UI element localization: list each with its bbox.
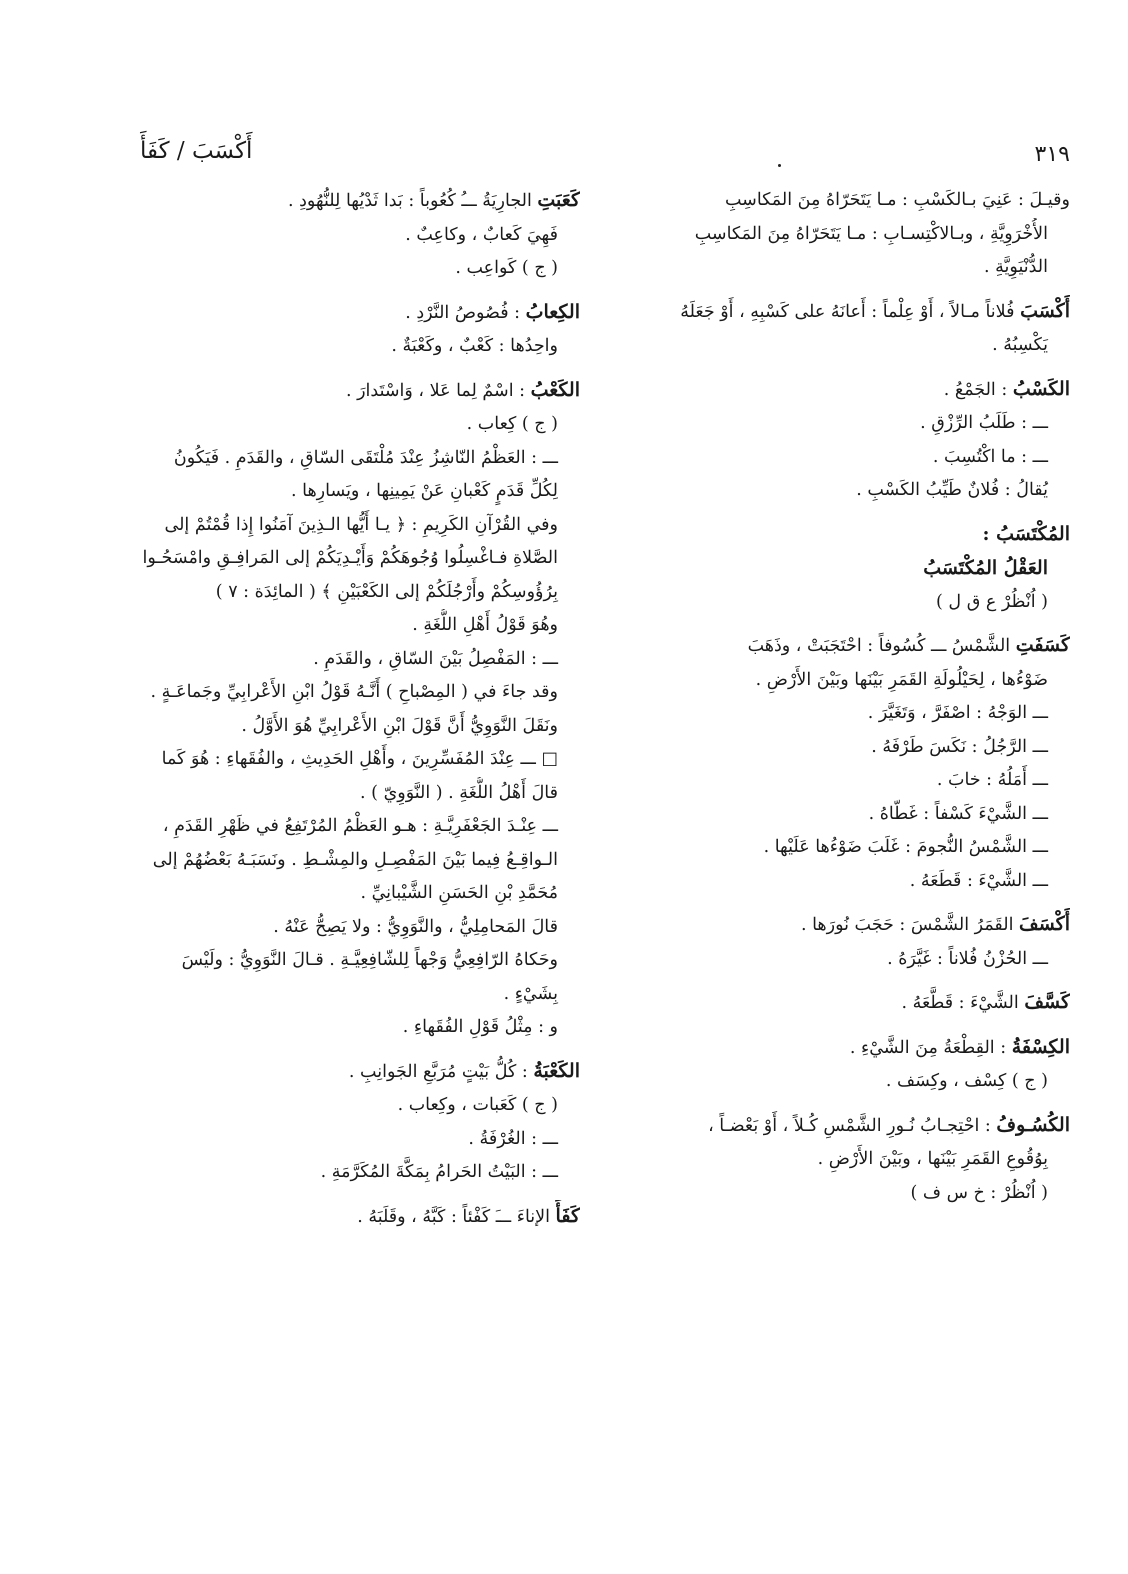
entry-first-line	[608, 518, 1070, 553]
entry-line: □ ـــ عِنْدَ المُفَسِّرِينَ ، وأَهْلِ الحَدِيثِ ، والفُقَهاءِ : هُوَ كَما	[161, 749, 558, 769]
entry-line: فَهِيَ كَعابٌ ، وكاعِبٌ .	[405, 224, 558, 245]
page-number: ٣١٩	[1034, 142, 1070, 167]
entry-first-line	[118, 1055, 580, 1090]
entry-first-line	[608, 629, 1070, 664]
dictionary-entry	[608, 518, 1070, 620]
dictionary-entry	[608, 184, 1070, 285]
entry-line: وقد جاءَ في ( المِصْباحِ ) أَنَّـهُ قَوْلُ ابْنِ الأَعْرابِيِّ وجَماعَـةٍ .	[150, 682, 558, 702]
entry-line: ـــ الحُزْنُ فُلاناً : غَيَّرَهُ .	[887, 948, 1048, 969]
entry-first-line	[608, 373, 1070, 408]
definition-text: : القِطْعَةُ مِنَ الشَّيْءِ .	[849, 1037, 1012, 1058]
entry-line: ضَوْءُها ، لِحَيْلُولَةِ القَمَرِ بَيْنَها وبَيْنَ الأَرْضِ .	[755, 669, 1048, 690]
entry-line: ـــ الوَجْهُ : اصْفَرَّ ، وَتَغَيَّرَ .	[867, 703, 1048, 723]
headword: أَكْسَفَ	[1019, 913, 1070, 935]
headword: كَعَبَتِ	[537, 189, 580, 211]
entry-line: ( ج ) كَواعِب .	[455, 258, 558, 278]
entry-line: و : مِثْلُ قَوْلِ الفُقَهاءِ .	[402, 1017, 558, 1037]
entry-line: الصَّلاةِ فـاغْسِلُوا وُجُوهَكُمْ وَأَيْـدِيَكُمْ إلى المَرافِـقِ وامْسَحُـوا	[142, 548, 558, 568]
definition-text: : كُلُّ بَيْتٍ مُرَبَّعِ الجَوانِبِ .	[348, 1061, 534, 1082]
definition-text: : الجَمْعُ .	[943, 379, 1013, 400]
entry-line: الدُّنْيَوِيَّةِ .	[984, 257, 1048, 277]
entry-line: مُحَمَّدِ بْنِ الحَسَنِ الشَّيْبانِيِّ .	[360, 883, 558, 903]
entry-line: ـــ أَمَلُهُ : خابَ .	[936, 770, 1048, 790]
entry-line: ونَقَلَ النَّوَوِيُّ أَنَّ قَوْلَ ابْنِ الأَعْرابِيِّ هُوَ الأَوَّلُ .	[241, 715, 558, 736]
sub-headword: العَقْلُ المُكْتَسَبُ	[923, 557, 1048, 579]
definition-text: : فُصُوصُ النَّرْدِ .	[405, 302, 526, 323]
entry-line: ـــ : ما اكْتُسِبَ .	[932, 446, 1048, 467]
entry-line: ـــ : المَفْصِلُ بَيْنَ السّاقِ ، والقَدَمِ .	[313, 648, 558, 669]
entry-line: بِرُؤُوسِكُمْ وأَرْجُلَكُمْ إلى الكَعْبَيْنِ ﴾ ( المائِدَة : ٧ )	[215, 581, 558, 602]
entry-first-line	[118, 184, 580, 219]
running-head: أَكْسَبَ / كَفَأَ	[140, 138, 253, 164]
entry-line: ـــ : طَلَبُ الرِّزْقِ .	[920, 413, 1048, 433]
entry-line: ـــ الشَّمْسُ النُّجومَ : غَلَبَ ضَوْءُها عَلَيْها .	[763, 837, 1048, 857]
headword: كَسَّفَ	[1024, 991, 1070, 1013]
dictionary-entry	[118, 184, 580, 286]
headword: كَسَفَتِ	[1015, 634, 1070, 656]
entry-line: ـــ : البَيْتُ الحَرامُ بِمَكَّةَ المُكَرَّمَةِ .	[320, 1162, 558, 1182]
right-column	[608, 184, 1070, 1220]
entry-first-line	[118, 374, 580, 409]
dictionary-entry	[608, 1109, 1070, 1211]
definition-text: الشَّمْسُ ـــ كُسُوفاً : احْتَجَبَتْ ، وذَهَبَ	[747, 636, 1016, 656]
dictionary-entry	[608, 986, 1070, 1021]
entry-line: يُقالُ : فُلانٌ طَيِّبُ الكَسْبِ .	[856, 480, 1048, 500]
entry-line: ( اُنْظُرْ ع ق ل )	[936, 591, 1048, 612]
headword: أَكْسَبَ	[1020, 299, 1070, 322]
dictionary-entry	[118, 1200, 580, 1235]
entry-line: لِكُلِّ قَدَمٍ كَعْبانِ عَنْ يَمِينِها ، ويَسارِها .	[290, 481, 558, 501]
definition-text: القَمَرُ الشَّمْسَ : حَجَبَ نُورَها .	[800, 915, 1020, 935]
left-column	[118, 184, 580, 1244]
entry-line: ( ج ) كِعاب .	[466, 414, 558, 434]
entry-first-line	[118, 296, 580, 331]
entry-line: ( ج ) كِسْف ، وكِسَف .	[885, 1071, 1048, 1091]
dictionary-entry	[118, 296, 580, 364]
entry-first-line	[608, 295, 1070, 330]
definition-text: الجارِيَةُ ـــُ كُعُوباً : بَدا ثَدْيُها لِلنُّهُودِ .	[287, 191, 538, 211]
entry-line: يَكْسِبُهُ .	[992, 335, 1048, 355]
dictionary-entry	[608, 295, 1070, 363]
dictionary-entry	[118, 1055, 580, 1190]
entry-line: ـــ الشَّيْءَ : قَطَعَهُ .	[909, 870, 1048, 891]
entry-first-line	[608, 986, 1070, 1021]
entry-line: بِشَيْءٍ .	[503, 983, 558, 1004]
entry-first-line	[118, 1200, 580, 1235]
headword: الكِسْفَةُ	[1011, 1035, 1070, 1058]
entry-line: ( اُنْظُرْ : خ س ف )	[910, 1182, 1048, 1203]
definition-text: فُلاناً مـالاً ، أَوْ عِلْماً : أَعانَهُ على كَسْبِهِ ، أَوْ جَعَلَهُ	[680, 301, 1021, 322]
entry-line: قالَ أَهْلُ اللُّغَةِ . ( النَّوَوِيّ ) .	[360, 782, 558, 803]
headword: الكَسْبُ	[1012, 377, 1070, 400]
entry-line: ـــ الرَّجُلُ : نَكَسَ طَرْفَهُ .	[871, 736, 1048, 757]
entry-line: بِوُقُوعِ القَمَرِ بَيْنَها ، وبَيْنَ الأَرْضِ .	[817, 1149, 1048, 1169]
entry-line: قالَ المَحامِلِيُّ ، والنَّوَوِيُّ : ولا يَصِحُّ عَنْهُ .	[273, 916, 558, 937]
entry-line: وحَكاهُ الرّافِعِيُّ وَجْهاً لِلشّافِعِيَّـةِ . قـالَ النَّوَوِيُّ : ولَيْسَ	[181, 950, 558, 970]
ink-dot	[778, 164, 781, 167]
headword: الكَعْبَةُ	[533, 1059, 580, 1082]
entry-first-line	[608, 1031, 1070, 1066]
headword: الكُسُـوفُ	[996, 1113, 1070, 1136]
entry-line: الأُخْرَوِيَّةِ ، وبـالاكْتِسـابِ : مـا يَتَحَرّاهُ مِنَ المَكاسِبِ	[694, 223, 1048, 244]
definition-text: : اسْمٌ لِما عَلا ، وَاسْتَدارَ .	[345, 380, 531, 401]
dictionary-entry	[608, 1031, 1070, 1099]
dictionary-entry	[118, 374, 580, 1045]
entry-line: وهُوَ قَوْلُ أَهْلِ اللُّغَةِ .	[412, 615, 558, 635]
definition-text: الإناءَ ـــَ كَفْئاً : كَبَّهُ ، وقَلَبَهُ .	[357, 1206, 556, 1227]
headword: كَفَأَ	[555, 1204, 580, 1227]
entry-line: ( ج ) كَعَبات ، وكِعاب .	[397, 1095, 558, 1115]
dictionary-entry	[608, 908, 1070, 976]
headword: الكَعْبُ	[530, 378, 580, 401]
entry-line: وقيـلَ : عَنِيَ بـالكَسْبِ : مـا يَتَحَرّاهُ مِنَ المَكاسِبِ	[724, 190, 1070, 210]
entry-line: ـــ الشَّيْءَ كَسْفاً : غَطّاهُ .	[868, 803, 1048, 824]
entry-first-line	[608, 1109, 1070, 1144]
entry-line: ـــ : العَظْمُ النّاشِزُ عِنْدَ مُلْتَقَى السّاقِ ، والقَدَمِ . فَيَكُونُ	[173, 447, 558, 468]
entry-line: ـــ : الغُرْفَةُ .	[468, 1128, 558, 1149]
definition-text: الشَّيْءَ : قَطَّعَهُ .	[901, 993, 1025, 1013]
entry-line: ـــ عِنْـدَ الجَعْفَرِيَّـةِ : هـو العَظْمُ المُرْتَفِعُ في ظَهْرِ القَدَمِ ،	[162, 816, 558, 836]
definition-text: : احْتِجـابُ نُـورِ الشَّمْسِ كُـلاً ، أَوْ بَعْضـاً ،	[708, 1115, 997, 1136]
headword: المُكْتَسَبُ :	[982, 522, 1070, 545]
entry-line: وفي القُرْآنِ الكَرِيمِ : ﴿ يـا أَيُّها الـذِينَ آمَنُوا إِذا قُمْتُمْ إلى	[164, 514, 558, 535]
entry-line: الـواقِـعُ فِيما بَيْنَ المَفْصِـلِ والمِشْـطِ . ونَسَبَـهُ بَعْضُهُمْ إلى	[152, 849, 558, 870]
headword: الكِعابُ	[525, 300, 580, 323]
dictionary-entry	[608, 629, 1070, 898]
entry-first-line	[608, 908, 1070, 943]
dictionary-entry	[608, 373, 1070, 508]
entry-line: واحِدُها : كَعْبٌ ، وكَعْبَةٌ .	[391, 336, 558, 356]
